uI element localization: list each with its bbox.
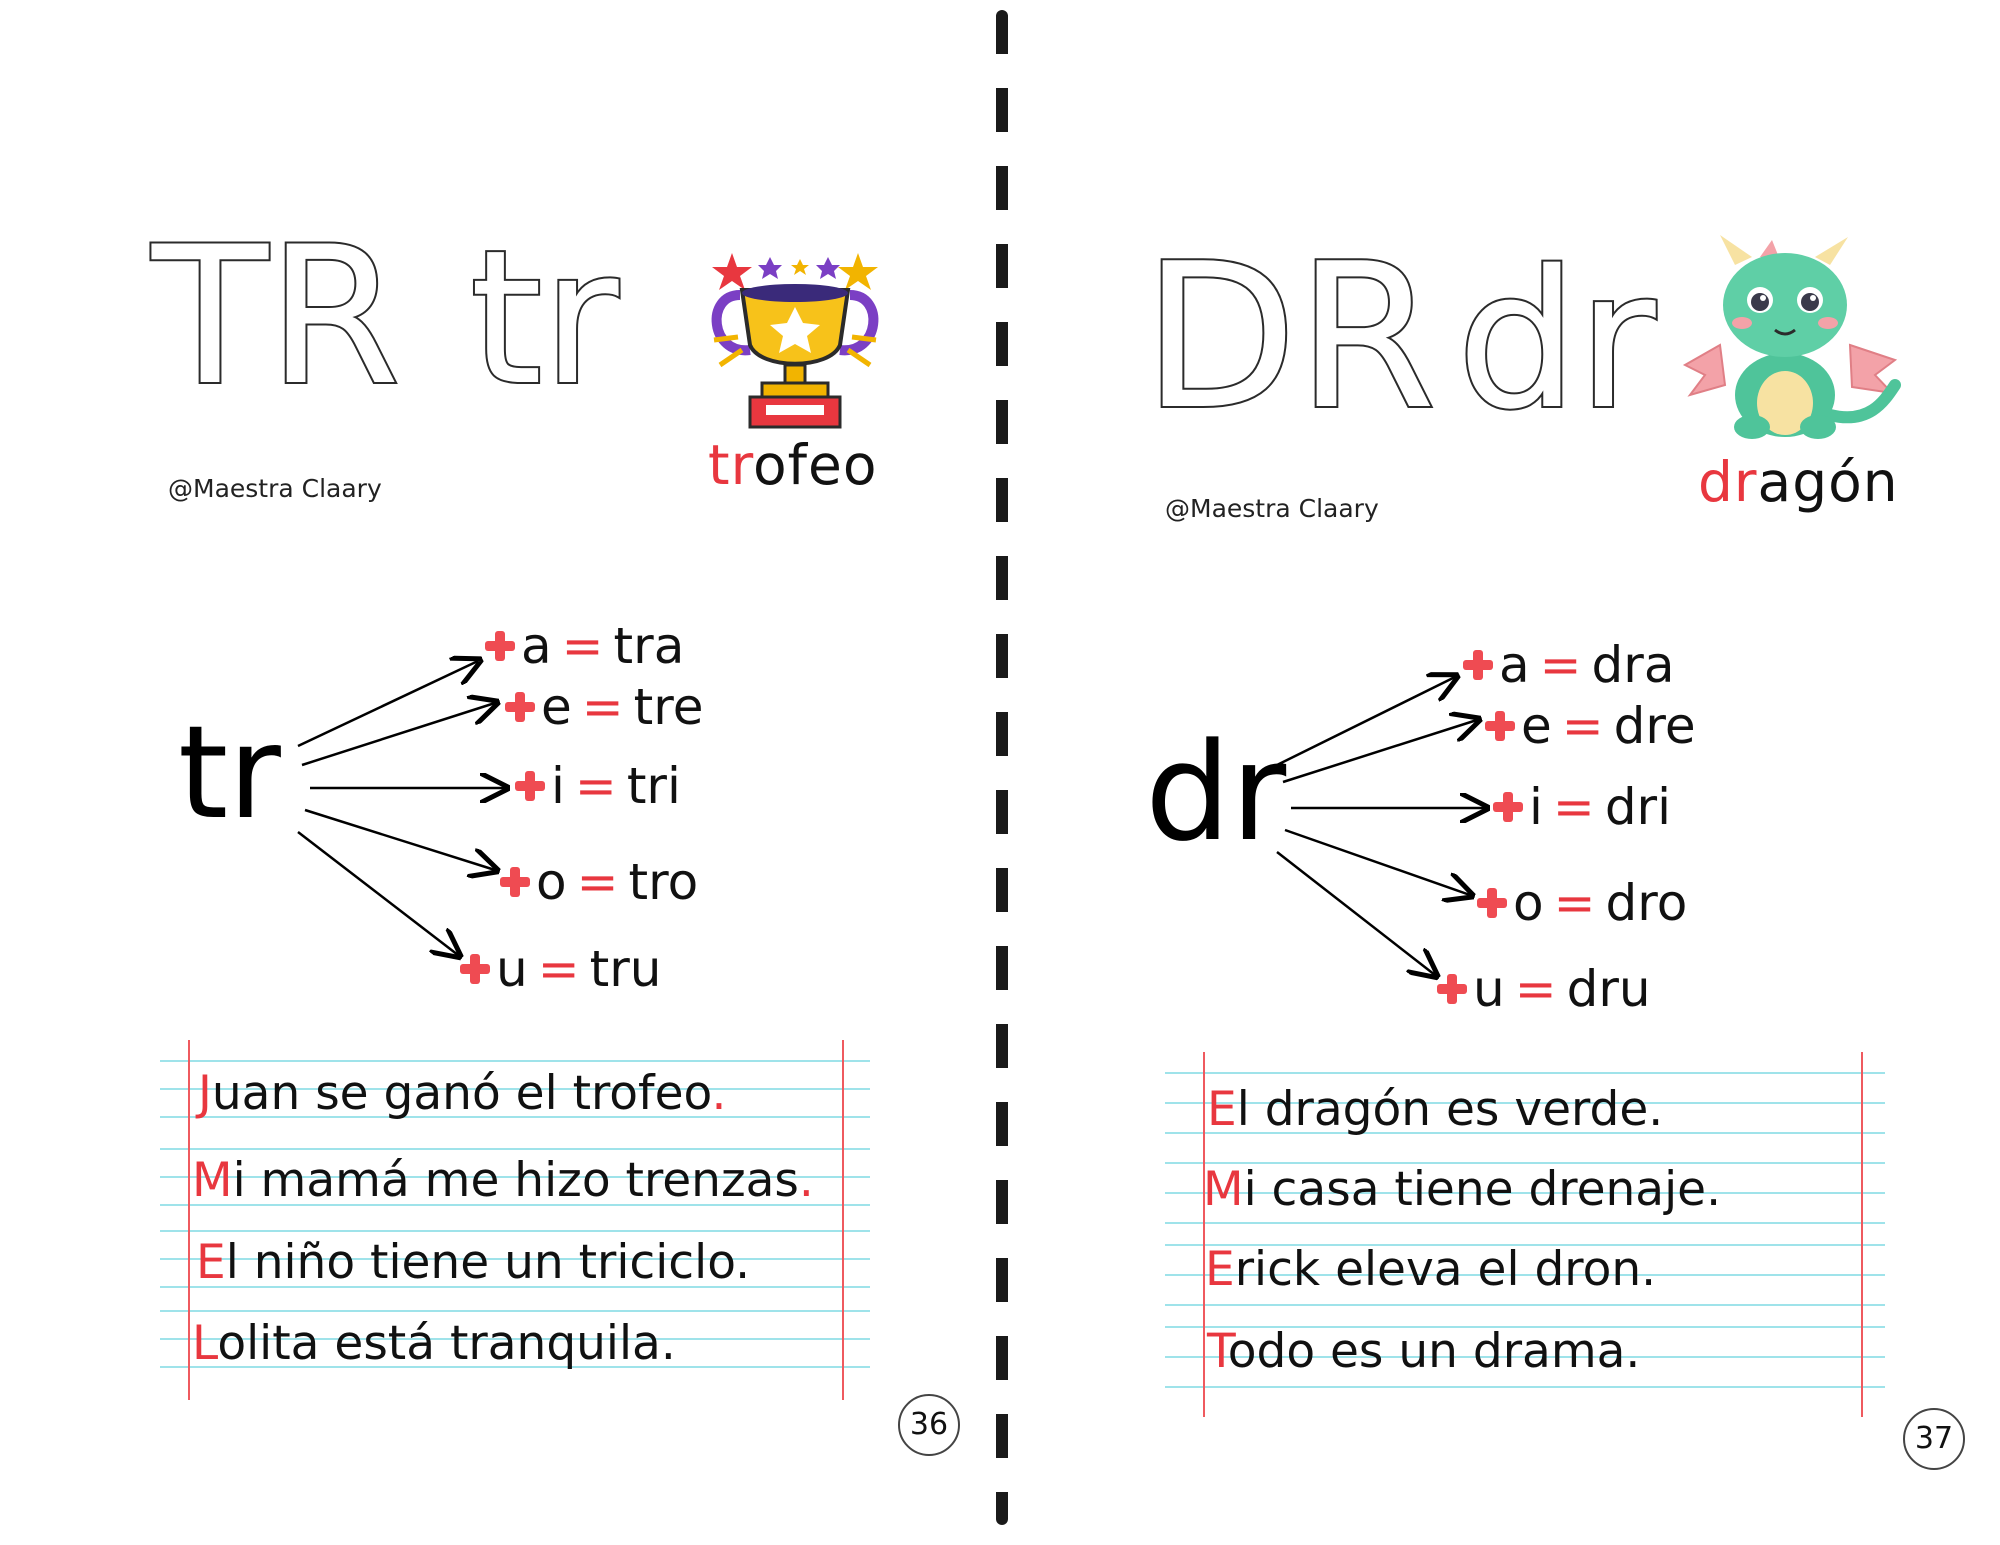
traced-uppercase-letters: TR [152,206,401,427]
page-number: 36 [898,1394,960,1456]
arrow-o [305,810,495,870]
syllable-row-a: a = tra [485,617,684,675]
page-right [1015,0,2000,1545]
word-rest: agón [1757,450,1899,514]
syllable-row-e: e = tre [505,678,704,736]
plus-icon [1493,792,1523,822]
base-syllable: tr [178,699,281,848]
sentence-2: Mi casa tiene drenaje. [1203,1162,1722,1217]
base-syllable: dr [1145,714,1287,871]
plus-icon [1463,650,1493,680]
traced-lowercase-letters: dr [1457,230,1656,451]
page-number: 37 [1903,1408,1965,1470]
sentence-4: Lolita está tranquila. [192,1316,676,1371]
plus-icon [1485,711,1515,741]
sentence-2: Mi mamá me hizo trenzas. [192,1153,814,1208]
syllable-row-a: a = dra [1463,636,1674,694]
syllable-row-u: u = tru [460,940,661,998]
syllable-row-i: i = tri [515,757,681,815]
syllable-row-o: o = dro [1477,874,1687,932]
arrow-e [1283,720,1477,782]
arrow-u [1277,852,1435,975]
word-rest: ofeo [752,433,878,497]
sentence-3: Erick eleva el dron. [1205,1242,1657,1297]
traced-lowercase-letters: tr [470,210,619,426]
arrow-e [302,703,495,765]
sentence-1: El dragón es verde. [1207,1082,1664,1137]
sentence-1: Juan se ganó el trofeo. [198,1066,727,1121]
word-prefix: dr [1698,450,1758,514]
syllable-row-o: o = tro [500,853,698,911]
page-left [0,0,995,1545]
plus-icon [500,867,530,897]
plus-icon [485,631,515,661]
plus-icon [460,954,490,984]
plus-icon [505,692,535,722]
syllable-row-u: u = dru [1437,960,1651,1018]
plus-icon [1437,974,1467,1004]
sentence-3: El niño tiene un triciclo. [196,1235,751,1290]
traced-uppercase-letters: DR [1143,221,1436,454]
arrow-a [1277,677,1455,765]
plus-icon [1477,888,1507,918]
syllable-row-i: i = dri [1493,778,1671,836]
author-credit: @Maestra Claary [1165,494,1379,523]
sentence-4: Todo es un drama. [1207,1324,1641,1379]
page-divider [996,10,1008,1525]
plus-icon [515,771,545,801]
syllable-row-e: e = dre [1485,697,1696,755]
arrow-a [298,661,478,746]
word-prefix: tr [708,433,753,497]
arrow-o [1285,830,1470,895]
author-credit: @Maestra Claary [168,474,382,503]
